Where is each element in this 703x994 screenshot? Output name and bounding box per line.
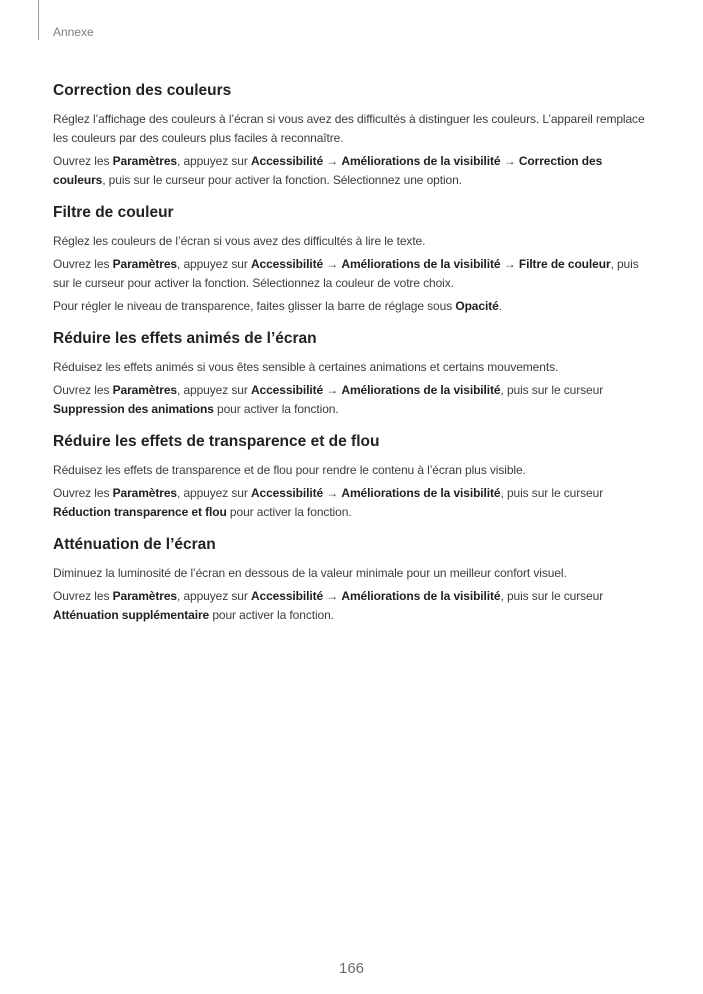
- section-header: Annexe: [53, 25, 94, 39]
- arrow: →: [323, 154, 342, 168]
- section-extra-dim: [53, 536, 653, 625]
- intro-text: Réduisez les effets de transparence et de flou pour rendre le contenu à l’écran plus visible.: [53, 463, 526, 477]
- visibility-term: Améliorations de la visibilité: [341, 154, 501, 168]
- arrow: →: [323, 589, 342, 603]
- page-number: 166: [338, 960, 365, 977]
- section-title: Réduire les effets de transparence et de flou: [53, 433, 380, 450]
- visibility-term: Améliorations de la visibilité: [341, 257, 501, 271]
- accessibility-term: Accessibilité: [250, 589, 324, 603]
- instruction-text: [53, 587, 653, 625]
- instruction-text: [53, 381, 653, 419]
- visibility-term: Améliorations de la visibilité: [341, 589, 501, 603]
- arrow: →: [323, 486, 342, 500]
- section-color-filter: [53, 204, 653, 316]
- option-term: Filtre de couleur: [518, 257, 611, 271]
- instruction-text: [53, 484, 653, 522]
- header-rule: [38, 0, 39, 40]
- settings-term: Paramètres: [112, 154, 177, 168]
- accessibility-term: Accessibilité: [250, 486, 324, 500]
- intro-text: Réduisez les effets animés si vous êtes sensible à certaines animations et certains mouvements.: [53, 360, 559, 374]
- text-span: Ouvrez les: [53, 486, 113, 500]
- intro-text: Diminuez la luminosité de l’écran en dessous de la valeur minimale pour un meilleur confort visuel.: [53, 566, 567, 580]
- option-term: Réduction transparence et flou: [53, 505, 227, 519]
- arrow: →: [500, 257, 519, 271]
- option-term: Suppression des animations: [53, 402, 214, 416]
- accessibility-term: Accessibilité: [250, 154, 324, 168]
- instruction-text: [53, 152, 653, 190]
- text-span: , appuyez sur: [176, 383, 251, 397]
- arrow: →: [500, 154, 519, 168]
- settings-term: Paramètres: [112, 589, 177, 603]
- text-span: Sélectionnez la couleur de votre choix.: [252, 276, 454, 290]
- text-span: , puis sur le curseur pour activer la fonction.: [102, 173, 333, 187]
- accessibility-term: Accessibilité: [250, 257, 324, 271]
- text-span: Ouvrez les: [53, 589, 113, 603]
- section-title: Réduire les effets animés de l’écran: [53, 330, 317, 347]
- section-reduce-transparency: [53, 433, 653, 522]
- text-span: Ouvrez les: [53, 257, 113, 271]
- text-span: .: [498, 299, 502, 313]
- text-span: , puis sur le curseur pour activer la fonction.: [53, 257, 639, 290]
- text-span: , puis sur le curseur: [500, 486, 604, 500]
- text-span: pour activer la fonction.: [213, 402, 339, 416]
- section-reduce-animations: [53, 330, 653, 419]
- text-span: , appuyez sur: [176, 589, 251, 603]
- opacity-text: [53, 297, 653, 316]
- text-span: pour activer la fonction.: [209, 608, 334, 622]
- text-span: , puis sur le curseur: [500, 589, 604, 603]
- settings-term: Paramètres: [112, 257, 177, 271]
- section-title: Filtre de couleur: [53, 204, 174, 221]
- section-color-correction: [53, 82, 653, 190]
- arrow: →: [323, 257, 342, 271]
- text-span: , appuyez sur: [176, 486, 251, 500]
- section-title: Correction des couleurs: [53, 82, 232, 99]
- opacity-term: Opacité: [455, 299, 499, 313]
- settings-term: Paramètres: [112, 486, 177, 500]
- arrow: →: [323, 383, 342, 397]
- intro-text: Réglez les couleurs de l’écran si vous avez des difficultés à lire le texte.: [53, 234, 426, 248]
- visibility-term: Améliorations de la visibilité: [341, 383, 501, 397]
- visibility-term: Améliorations de la visibilité: [341, 486, 501, 500]
- accessibility-term: Accessibilité: [250, 383, 324, 397]
- section-title: Atténuation de l’écran: [53, 536, 216, 553]
- option-term: Correction des couleurs: [53, 154, 603, 187]
- text-span: Sélectionnez une option.: [332, 173, 462, 187]
- settings-term: Paramètres: [112, 383, 177, 397]
- text-span: Ouvrez les: [53, 154, 113, 168]
- instruction-text: [53, 255, 653, 293]
- text-span: , puis sur le curseur: [500, 383, 604, 397]
- text-span: pour activer la fonction.: [226, 505, 352, 519]
- text-span: , appuyez sur: [176, 154, 251, 168]
- page-content: [53, 82, 653, 639]
- text-span: Pour régler le niveau de transparence, faites glisser la barre de réglage sous: [53, 299, 456, 313]
- text-span: , appuyez sur: [176, 257, 251, 271]
- option-term: Atténuation supplémentaire: [53, 608, 210, 622]
- text-span: Ouvrez les: [53, 383, 113, 397]
- intro-text: Réglez l’affichage des couleurs à l’écran si vous avez des difficultés à distinguer les couleurs. L’appareil remplace les couleurs par des couleurs plus faciles à reconnaître.: [53, 112, 645, 145]
